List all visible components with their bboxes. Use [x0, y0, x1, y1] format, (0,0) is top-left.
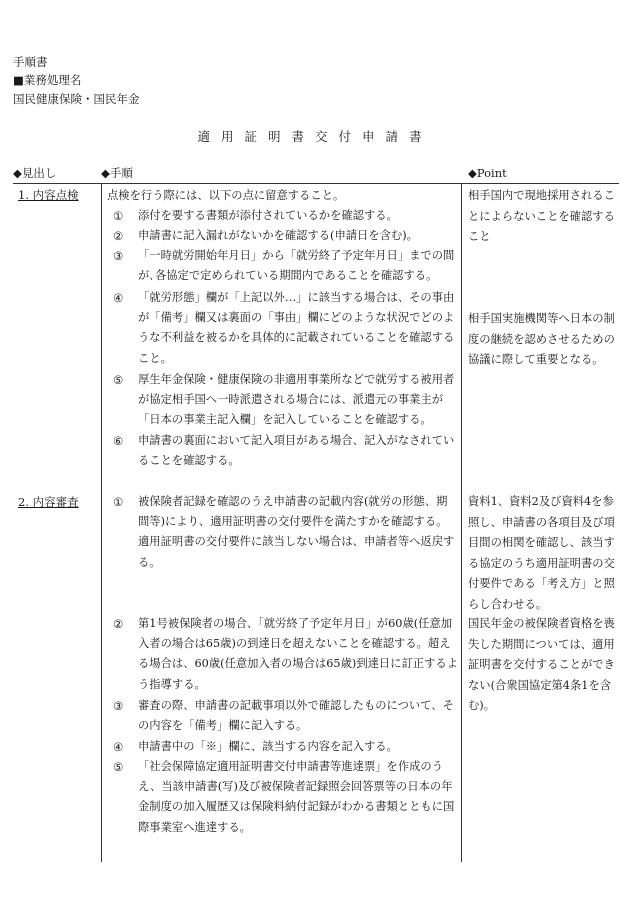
point-note: 相手国実施機関等へ日本の制度の継続を認めさせるための協議に際して重要となる。 — [468, 312, 615, 366]
step-number: ② — [113, 617, 124, 631]
step-text: 申請書中の「※」欄に、該当する内容を記入する。 — [138, 740, 398, 753]
step-number: ⑤ — [113, 760, 124, 774]
table-top-rule — [13, 183, 619, 184]
step-text: 第1号被保険者の場合、「就労終了予定年月日」が60歳(任意加入者の場合は65歳)の到達日を超えないことを確認する。超える場合は、60歳(任意加入者の場合は65歳)到達日に訂正するよう指導する。 — [138, 617, 458, 691]
step-text: 申請書に記入漏れがないかを確認する(申請日を含む)。 — [138, 229, 418, 242]
step-number: ② — [113, 229, 124, 243]
document-type: 手順書 — [13, 55, 48, 69]
step-number: ① — [113, 495, 124, 509]
step-number: ④ — [113, 291, 124, 305]
column-divider-left — [101, 183, 102, 862]
business-process-label: ■業務処理名 — [13, 73, 82, 87]
point-note: 資料1、資料2及び資料4を参照し、申請書の各項目及び項目間の相関を確認し、該当する協定のうち適用証明書の交付要件である「考え方」と照らし合わせる。 — [468, 495, 615, 611]
section-heading-content-check: 1. 内容点検 — [18, 188, 79, 202]
point-note: 国民年金の被保険者資格を喪失した期間については、適用証明書を交付することができない(合衆国協定第4条1を含む)。 — [468, 617, 615, 712]
column-divider-right — [461, 183, 462, 862]
step-text: 厚生年金保険・健康保険の非適用事業所などで就労する被用者が協定相手国へ一時派遣される場合には、派遣元の事業主が「日本の事業主記入欄」を記入していることを確認する。 — [138, 373, 455, 427]
column-header-point: ◆Point — [468, 166, 507, 180]
step-number: ③ — [113, 249, 124, 263]
column-header-procedure: ◆手順 — [101, 166, 133, 180]
document-title: 適用証明書交付申請書 — [197, 129, 433, 144]
step-text: 「就労形態」欄が「上記以外…」に該当する場合は、その事由が「備考」欄又は裏面の「事由」欄にどのような状況でどのような不利益を被るかを具体的に記載されていることを確認すること。 — [138, 291, 455, 365]
business-process-name: 国民健康保険・国民年金 — [13, 92, 140, 106]
step-number: ④ — [113, 740, 124, 754]
step-number: ③ — [113, 699, 124, 713]
step-number: ⑤ — [113, 373, 124, 387]
step-number: ⑥ — [113, 434, 124, 448]
step-text: 申請書の裏面において記入項目がある場合、記入がなされていることを確認する。 — [138, 434, 455, 468]
section-heading-content-review: 2. 内容審査 — [18, 495, 79, 509]
step-text: 「一時就労開始年月日」から「就労終了予定年月日」までの間が､各協定で定められている期間内であることを確認する。 — [138, 249, 455, 283]
step-text: 審査の際、申請書の記載事項以外で確認したものについて、その内容を「備考」欄に記入する。 — [138, 699, 454, 733]
step-text: 被保険者記録を確認のうえ申請書の記載内容(就労の形態、期間等)により、適用証明書の交付要件を満たすかを確認する。適用証明書の交付要件に該当しない場合は、申請者等へ返戻する。 — [138, 495, 455, 569]
step-text: 添付を要する書類が添付されているかを確認する。 — [138, 209, 398, 222]
step-number: ① — [113, 209, 124, 223]
step-text: 「社会保障協定適用証明書交付申請書等進達票」を作成のうえ、当該申請書(写)及び被保険者記録照会回答票等の日本の年金制度の加入履歴又は保険料納付記録がわかる書類とともに国際事業室へ進達する。 — [138, 760, 455, 834]
point-note: 相手国内で現地採用されることによらないことを確認すること — [468, 189, 615, 243]
section-intro: 点検を行う際には、以下の点に留意すること。 — [107, 189, 345, 202]
column-header-heading: ◆見出し — [13, 166, 57, 180]
